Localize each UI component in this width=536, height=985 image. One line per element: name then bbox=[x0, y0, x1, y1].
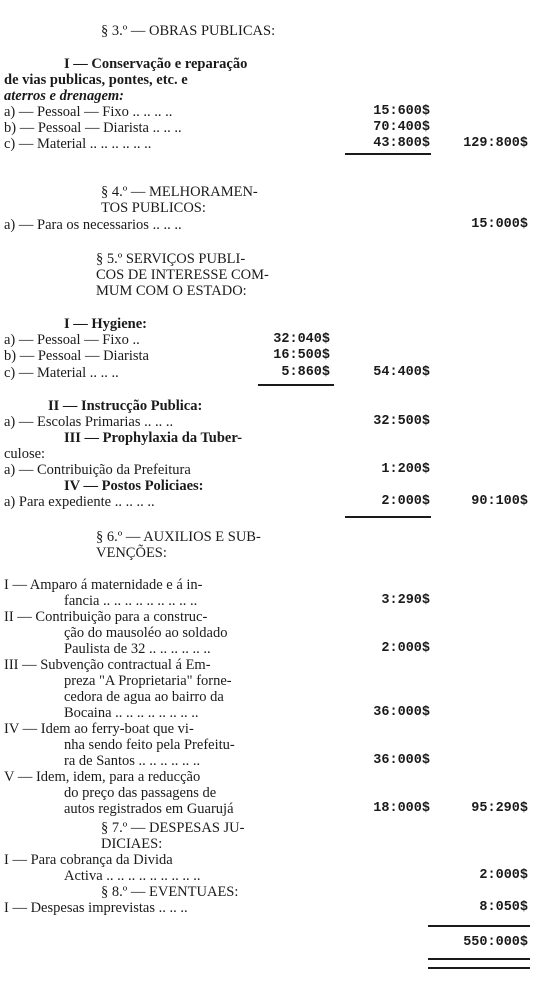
s5-postos-amount: 2:000$ bbox=[381, 494, 430, 509]
section-5-heading-line3: MUM COM O ESTADO: bbox=[96, 283, 247, 299]
s3-item-c-amount: 43:800$ bbox=[373, 136, 430, 151]
s7-item-line1: I — Para cobrança da Divida bbox=[4, 852, 173, 868]
s6-item-iv-line3: ra de Santos .. .. .. .. .. .. bbox=[64, 753, 201, 769]
section-6-heading-line1: § 6.º — AUXILIOS E SUB- bbox=[96, 529, 261, 545]
s5-instruction-amount: 32:500$ bbox=[373, 414, 430, 429]
s4-item-a: a) — Para os necessarios .. .. .. bbox=[4, 217, 182, 233]
s3-subtitle-line2: de vias publicas, pontes, etc. e bbox=[4, 72, 188, 88]
s5-postos-title: IV — Postos Policiaes: bbox=[64, 478, 204, 494]
s6-item-v-line2: do preço das passagens de bbox=[64, 785, 217, 801]
s7-item-line2: Activa .. .. .. .. .. .. .. .. .. bbox=[64, 868, 201, 884]
s6-item-iv-line2: nha sendo feito pela Prefeitu- bbox=[64, 737, 235, 753]
s8-total: 8:050$ bbox=[479, 900, 528, 915]
s5-hygiene-item-a: a) — Pessoal — Fixo .. bbox=[4, 332, 140, 348]
s6-item-v-line3: autos registrados em Guarujá bbox=[64, 801, 234, 817]
s5-hygiene-item-c-amount: 5:860$ bbox=[281, 365, 330, 380]
s3-item-b-amount: 70:400$ bbox=[373, 120, 430, 135]
s5-total-rule bbox=[345, 516, 431, 518]
grand-total-double-rule-1 bbox=[428, 958, 530, 960]
section-8-heading: § 8.º — EVENTUAES: bbox=[101, 884, 239, 900]
s5-hygiene-title: I — Hygiene: bbox=[64, 316, 147, 332]
s6-item-v-amount: 18:000$ bbox=[373, 801, 430, 816]
s5-prophylaxia-line2: culose: bbox=[4, 446, 46, 462]
s5-hygiene-item-b: b) — Pessoal — Diarista bbox=[4, 348, 149, 364]
s3-item-b: b) — Pessoal — Diarista .. .. .. bbox=[4, 120, 182, 136]
s8-item: I — Despesas imprevistas .. .. .. bbox=[4, 900, 188, 916]
section-4-heading-line2: TOS PUBLICOS: bbox=[101, 200, 206, 216]
s5-instruction-title: II — Instrucção Publica: bbox=[48, 398, 203, 414]
s6-item-iv-line1: IV — Idem ao ferry-boat que vi- bbox=[4, 721, 194, 737]
section-7-heading-line2: DICIAES: bbox=[101, 836, 163, 852]
s5-hygiene-item-b-amount: 16:500$ bbox=[273, 348, 330, 363]
s3-subtitle-line3: aterros e drenagem: bbox=[4, 88, 125, 104]
s6-total: 95:290$ bbox=[471, 801, 528, 816]
s6-item-iii-line4: Bocaina .. .. .. .. .. .. .. .. bbox=[64, 705, 199, 721]
section-5-heading-line2: COS DE INTERESSE COM- bbox=[96, 267, 269, 283]
s5-instruction-item-a: a) — Escolas Primarias .. .. .. bbox=[4, 414, 174, 430]
s6-item-ii-amount: 2:000$ bbox=[381, 641, 430, 656]
s3-item-a: a) — Pessoal — Fixo .. .. .. .. bbox=[4, 104, 173, 120]
s6-item-iv-amount: 36:000$ bbox=[373, 753, 430, 768]
s7-total: 2:000$ bbox=[479, 868, 528, 883]
s6-item-v-line1: V — Idem, idem, para a reducção bbox=[4, 769, 201, 785]
s5-prophylaxia-amount: 1:200$ bbox=[381, 462, 430, 477]
section-6-heading-line2: VENÇÕES: bbox=[96, 545, 167, 561]
s6-item-ii-line2: ção do mausoléo ao soldado bbox=[64, 625, 228, 641]
s6-item-ii-line3: Paulista de 32 .. .. .. .. .. .. bbox=[64, 641, 211, 657]
s3-total-rule bbox=[345, 153, 431, 155]
grand-total-top-rule bbox=[428, 925, 530, 927]
s6-item-iii-line1: III — Subvenção contractual á Em- bbox=[4, 657, 211, 673]
section-4-heading-line1: § 4.º — MELHORAMEN- bbox=[101, 184, 258, 200]
s6-item-i-line2: fancia .. .. .. .. .. .. .. .. .. bbox=[64, 593, 198, 609]
s3-item-c: c) — Material .. .. .. .. .. .. bbox=[4, 136, 152, 152]
s6-item-iii-line3: cedora de agua ao bairro da bbox=[64, 689, 224, 705]
s5-prophylaxia-line1: III — Prophylaxia da Tuber- bbox=[64, 430, 243, 446]
s3-subtitle-line1: I — Conservação e reparação bbox=[64, 56, 248, 72]
s5-hygiene-rule bbox=[258, 384, 334, 386]
grand-total: 550:000$ bbox=[463, 935, 528, 950]
s3-total: 129:800$ bbox=[463, 136, 528, 151]
s6-item-iii-line2: preza "A Proprietaria" forne- bbox=[64, 673, 232, 689]
s6-item-ii-line1: II — Contribuição para a construc- bbox=[4, 609, 208, 625]
s5-hygiene-total: 54:400$ bbox=[373, 365, 430, 380]
s5-postos-item-a: a) Para expediente .. .. .. .. bbox=[4, 494, 155, 510]
s5-hygiene-item-a-amount: 32:040$ bbox=[273, 332, 330, 347]
s4-total: 15:000$ bbox=[471, 217, 528, 232]
s5-total: 90:100$ bbox=[471, 494, 528, 509]
section-5-heading-line1: § 5.º SERVIÇOS PUBLI- bbox=[96, 251, 246, 267]
grand-total-double-rule-2 bbox=[428, 967, 530, 969]
section-3-heading: § 3.º — OBRAS PUBLICAS: bbox=[101, 23, 276, 39]
section-7-heading-line1: § 7.º — DESPESAS JU- bbox=[101, 820, 245, 836]
s5-prophylaxia-item-a: a) — Contribuição da Prefeitura bbox=[4, 462, 191, 478]
s6-item-i-amount: 3:290$ bbox=[381, 593, 430, 608]
s6-item-i-line1: I — Amparo á maternidade e á in- bbox=[4, 577, 203, 593]
s5-hygiene-item-c: c) — Material .. .. .. bbox=[4, 365, 119, 381]
s6-item-iii-amount: 36:000$ bbox=[373, 705, 430, 720]
s3-item-a-amount: 15:600$ bbox=[373, 104, 430, 119]
